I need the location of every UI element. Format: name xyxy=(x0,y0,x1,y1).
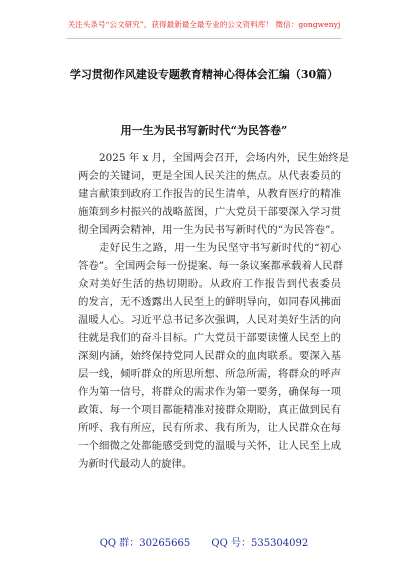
paragraph-2-line: 一个细微之处都能感受到党的温暖与关怀，让人民至上成 xyxy=(78,440,341,452)
footer-contact xyxy=(0,534,408,549)
header-note: 关注头条号“公文研究”，获得最新最全最专业的公文资料库！ 微信：gongwenyj xyxy=(67,20,341,29)
paragraph-2-line: 的发言，无不透露出人民至上的鲜明导向，如同春风拂面 xyxy=(78,296,341,308)
paragraph-2-line: 深刻内涵，始终保持党同人民群众的血肉联系。要深入基 xyxy=(78,350,341,362)
paragraph-1-line: 施策到乡村振兴的战略蓝图，广大党员干部要深入学习贯 xyxy=(78,206,341,218)
paragraph-2-line: 所呼、我有所应，民有所求、我有所为，让人民群众在每 xyxy=(78,422,341,434)
paragraph-2-line: 层一线，倾听群众的所思所想、所急所需，将群众的呼声 xyxy=(78,368,341,380)
paragraph-1-line: 两会的关键词，更是全国人民关注的焦点。从代表委员的 xyxy=(78,170,341,182)
document-title: 学习贯彻作风建设专题教育精神心得体会汇编（30篇） xyxy=(69,68,339,81)
header-divider xyxy=(66,38,342,39)
footer-qq-group: QQ 群：30265665 xyxy=(99,538,191,549)
section-title: 用一生为民书写新时代“为民答卷” xyxy=(120,124,288,137)
paragraph-1-line: 建言献策到政府工作报告的民生清单，从教育医疗的精准 xyxy=(78,188,341,200)
paragraph-2-line: 为新时代最动人的旋律。 xyxy=(78,458,193,470)
paragraph-1-line: 彻全国两会精神，用一生为民书写新时代的“为民答卷”。 xyxy=(78,224,341,236)
paragraph-2-line: 作为第一信号，将群众的需求作为第一要务，确保每一项 xyxy=(78,386,341,398)
paragraph-2-line: 温暖人心。习近平总书记多次强调，人民对美好生活的向 xyxy=(78,314,341,326)
paragraph-1-line: 2025 年 x 月，全国两会召开，会场内外，民生始终是 xyxy=(99,152,350,164)
document-body xyxy=(78,149,350,473)
paragraph-2-line: 答卷”。全国两会每一份提案、每一条议案都承载着人民群 xyxy=(78,260,344,272)
paragraph-2-line: 往就是我们的奋斗目标。广大党员干部要读懂人民至上的 xyxy=(78,332,341,344)
footer-qq-number: QQ 号：535304092 xyxy=(211,538,309,549)
paragraph-2-line: 政策、每一个项目都能精准对接群众期盼，真正做到民有 xyxy=(78,404,341,416)
paragraph-2-line: 走好民生之路，用一生为民坚守书写新时代的“初心 xyxy=(99,242,341,254)
paragraph-2-line: 众对美好生活的热切期盼。从政府工作报告到代表委员 xyxy=(78,278,341,290)
